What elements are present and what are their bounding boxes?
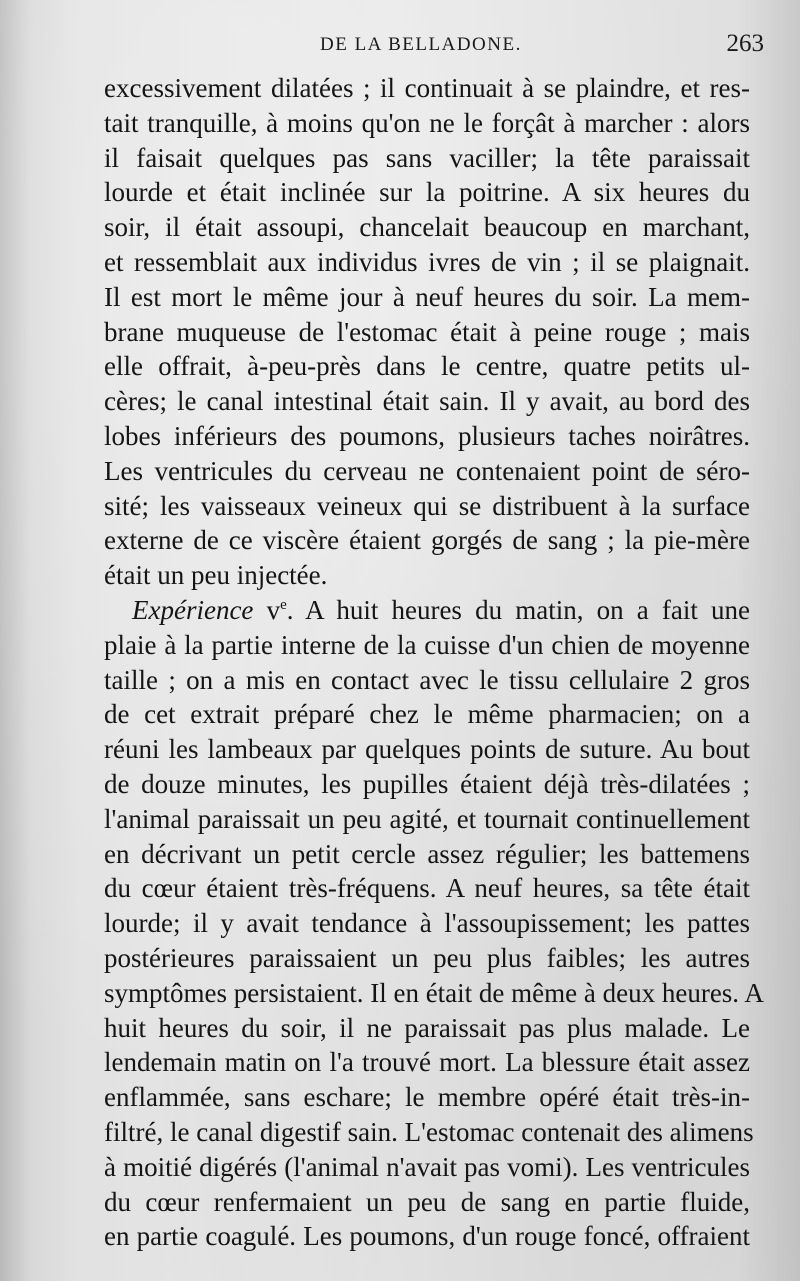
text-line: huit heures du soir, il ne paraissait pas plus malade. Le bbox=[104, 1012, 750, 1043]
text-line: en décrivant un petit cercle assez régulier; les battemens bbox=[104, 838, 750, 869]
text-line: il faisait quelques pas sans vaciller; la tête paraissait bbox=[104, 142, 750, 173]
text-line: et ressemblait aux individus ivres de vin ; il se plaignait. bbox=[104, 246, 750, 277]
text-line: enflammée, sans eschare; le membre opéré était très-in- bbox=[104, 1082, 750, 1113]
text-line: elle offrait, à-peu-près dans le centre, quatre petits ul- bbox=[104, 351, 750, 382]
text-line: soir, il était assoupi, chancelait beaucoup en marchant, bbox=[104, 212, 750, 243]
experiment-superscript: e bbox=[280, 596, 287, 613]
text-line: excessivement dilatées ; il continuait à se plaindre, et res- bbox=[104, 73, 750, 103]
running-title: DE LA BELLADONE. bbox=[320, 34, 522, 55]
text-line: du cœur renfermaient un peu de sang en partie fluide, bbox=[104, 1186, 750, 1217]
text-line: plaie à la partie interne de la cuisse d'un chien de moyenne bbox=[104, 629, 750, 660]
page-number: 263 bbox=[726, 30, 764, 57]
experiment-numeral: v bbox=[266, 594, 281, 625]
text-line: en partie coagulé. Les poumons, d'un rouge foncé, offraient bbox=[104, 1221, 750, 1252]
text-line: postérieures paraissaient un peu plus faibles; les autres bbox=[104, 942, 750, 973]
text-line: sité; les vaisseaux veineux qui se distribuent à la surface bbox=[104, 490, 750, 521]
text-line: Les ventricules du cerveau ne contenaient point de séro- bbox=[104, 455, 750, 486]
text-line: du cœur étaient très-fréquens. A neuf heures, sa tête était bbox=[104, 873, 750, 904]
text-line: à moitié digérés (l'animal n'avait pas vomi). Les ventricules bbox=[104, 1151, 750, 1182]
experiment-text: . A huit heures du matin, on a fait une bbox=[286, 594, 750, 625]
experiment-label: Expérience bbox=[132, 594, 254, 625]
text-line: externe de ce viscère étaient gorgés de sang ; la pie-mère bbox=[104, 525, 750, 556]
text-line: de douze minutes, les pupilles étaient déjà très-dilatées ; bbox=[104, 768, 750, 799]
text-line: lourde; il y avait tendance à l'assoupissement; les pattes bbox=[104, 908, 750, 939]
experiment-line bbox=[104, 593, 750, 628]
text-line: réuni les lambeaux par quelques points de suture. Au bout bbox=[104, 734, 750, 765]
page-header bbox=[0, 30, 800, 64]
text-line: filtré, le canal digestif sain. L'estomac contenait des alimens bbox=[104, 1116, 754, 1147]
text-line: taille ; on a mis en contact avec le tissu cellulaire 2 gros bbox=[104, 664, 750, 695]
text-line: brane muqueuse de l'estomac était à peine rouge ; mais bbox=[104, 316, 750, 347]
body-text bbox=[104, 71, 764, 1254]
text-line: tait tranquille, à moins qu'on ne le forçât à marcher : alors bbox=[104, 107, 750, 138]
text-line: lobes inférieurs des poumons, plusieurs taches noirâtres. bbox=[104, 420, 750, 451]
text-line: lendemain matin on l'a trouvé mort. La blessure était assez bbox=[104, 1047, 750, 1078]
text-line: l'animal paraissait un peu agité, et tournait continuellement bbox=[104, 803, 750, 834]
text-line: cères; le canal intestinal était sain. Il y avait, au bord des bbox=[104, 386, 750, 417]
text-line: était un peu injectée. bbox=[104, 560, 328, 591]
text-line: lourde et était inclinée sur la poitrine. A six heures du bbox=[104, 177, 750, 208]
text-line: Il est mort le même jour à neuf heures du soir. La mem- bbox=[104, 281, 750, 312]
text-line: de cet extrait préparé chez le même pharmacien; on a bbox=[104, 699, 750, 730]
text-line: symptômes persistaient. Il en était de même à deux heures. A bbox=[104, 977, 764, 1008]
